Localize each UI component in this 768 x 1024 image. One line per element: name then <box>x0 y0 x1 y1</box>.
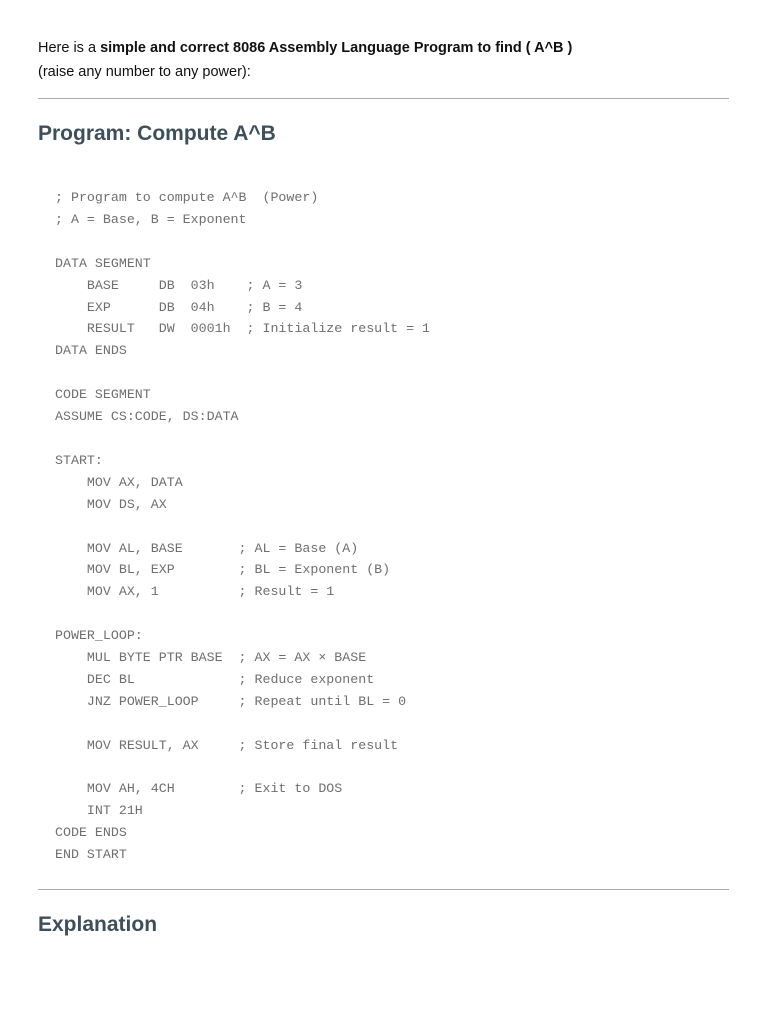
code-line: ; A = Base, B = Exponent <box>55 211 247 227</box>
code-line: MOV RESULT, AX ; Store final result <box>55 737 399 753</box>
code-block <box>55 187 430 866</box>
code-line: BASE DB 03h ; A = 3 <box>55 277 303 293</box>
code-line: MOV AL, BASE ; AL = Base (A) <box>55 540 359 556</box>
code-line: ASSUME CS:CODE, DS:DATA <box>55 409 239 425</box>
code-line: MOV BL, EXP ; BL = Exponent (B) <box>55 562 391 578</box>
code-line: RESULT DW 0001h ; Initialize result = 1 <box>55 321 431 337</box>
code-line: CODE ENDS <box>55 825 127 841</box>
code-line: MOV AH, 4CH ; Exit to DOS <box>55 781 343 797</box>
explanation-heading: Explanation <box>38 913 158 936</box>
code-line: CODE SEGMENT <box>55 387 151 403</box>
divider-bottom <box>38 889 729 890</box>
program-heading: Program: Compute A^B <box>38 122 276 145</box>
code-line: ; Program to compute A^B (Power) <box>55 190 319 205</box>
code-line: END START <box>55 847 127 863</box>
code-line: MOV AX, DATA <box>55 474 183 490</box>
code-line: JNZ POWER_LOOP ; Repeat until BL = 0 <box>55 693 407 709</box>
code-line: DATA ENDS <box>55 343 127 359</box>
code-line: MUL BYTE PTR BASE ; AX = AX × BASE <box>55 650 367 666</box>
code-line: INT 21H <box>55 803 143 819</box>
divider-top <box>38 98 729 99</box>
code-line: POWER_LOOP: <box>55 628 143 644</box>
code-line: MOV DS, AX <box>55 496 167 512</box>
code-line: START: <box>55 452 103 468</box>
code-line: EXP DB 04h ; B = 4 <box>55 299 303 315</box>
intro-line-2: (raise any number to any power): <box>38 64 251 80</box>
intro-prefix: Here is a <box>38 40 101 56</box>
code-line: DEC BL ; Reduce exponent <box>55 671 375 687</box>
code-line: DATA SEGMENT <box>55 255 151 271</box>
intro-paragraph <box>38 36 738 84</box>
code-line: MOV AX, 1 ; Result = 1 <box>55 584 335 600</box>
intro-bold-text: simple and correct 8086 Assembly Language Program to find ( A^B ) <box>100 40 573 56</box>
